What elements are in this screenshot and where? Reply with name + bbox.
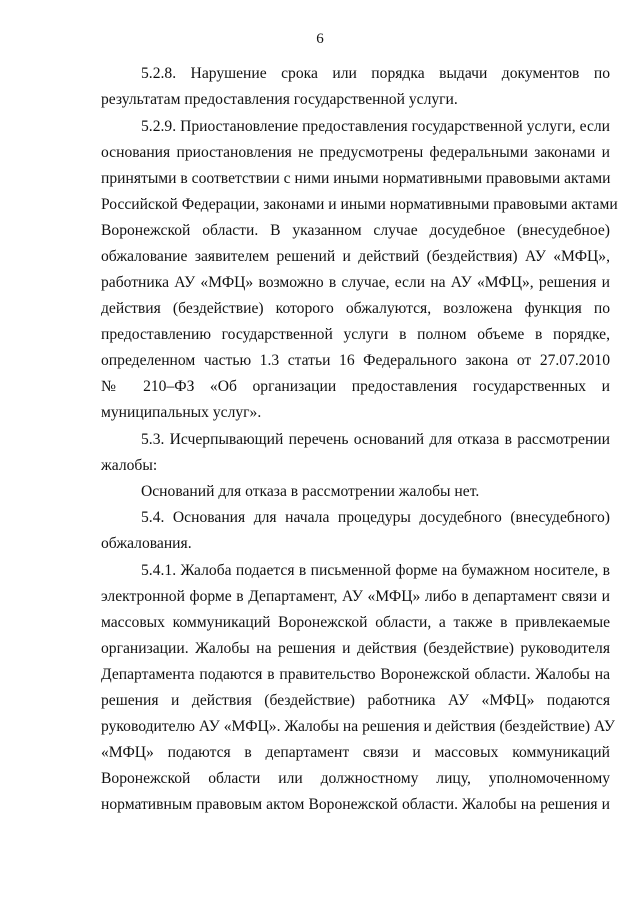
text-line: муниципальных услуг». bbox=[101, 404, 262, 421]
page-number: 6 bbox=[316, 31, 324, 47]
text-line: предоставлению государственной услуги в полном объеме в порядке, bbox=[101, 326, 610, 343]
text-line: № 210–ФЗ «Об организации предоставления государственных и bbox=[101, 378, 610, 395]
text-line: работника АУ «МФЦ» возможно в случае, если на АУ «МФЦ», решения и bbox=[101, 274, 610, 291]
text-line: нормативным правовым актом Воронежской области. Жалобы на решения и bbox=[101, 796, 610, 813]
text-line: жалобы: bbox=[101, 457, 158, 474]
text-line: результатам предоставления государственной услуги. bbox=[101, 91, 458, 108]
text-line: определенном частью 1.3 статьи 16 Федерального закона от 27.07.2010 bbox=[101, 352, 610, 369]
text-line: 5.4.1. Жалоба подается в письменной форме на бумажном носителе, в bbox=[141, 562, 610, 579]
text-line: 5.4. Основания для начала процедуры досудебного (внесудебного) bbox=[141, 509, 610, 526]
text-line: организации. Жалобы на решения и действия (бездействие) руководителя bbox=[101, 640, 610, 657]
text-line: Воронежской области или должностному лицу, уполномоченному bbox=[101, 770, 610, 787]
text-line: обжалования. bbox=[101, 535, 192, 552]
text-line: Воронежской области. В указанном случае досудебное (внесудебное) bbox=[101, 222, 610, 239]
text-line: 5.2.8. Нарушение срока или порядка выдачи документов по bbox=[141, 65, 610, 82]
text-line: обжалование заявителем решений и действий (бездействия) АУ «МФЦ», bbox=[101, 248, 610, 265]
text-line: 5.3. Исчерпывающий перечень оснований для отказа в рассмотрении bbox=[141, 431, 610, 448]
text-line: массовых коммуникаций Воронежской области, а также в привлекаемые bbox=[101, 614, 610, 631]
text-line: решения и действия (бездействие) работника АУ «МФЦ» подаются bbox=[101, 692, 610, 709]
text-line: 5.2.9. Приостановление предоставления государственной услуги, если bbox=[141, 118, 610, 135]
text-line: Российской Федерации, законами и иными нормативными правовыми актами bbox=[101, 196, 618, 213]
text-line: действия (бездействие) которого обжалуются, возложена функция по bbox=[101, 300, 610, 317]
text-line: Департамента подаются в правительство Воронежской области. Жалобы на bbox=[101, 666, 610, 683]
text-line: основания приостановления не предусмотрены федеральными законами и bbox=[101, 144, 610, 161]
text-line: принятыми в соответствии с ними иными нормативными правовыми актами bbox=[101, 170, 611, 187]
text-line: электронной форме в Департамент, АУ «МФЦ» либо в департамент связи и bbox=[101, 588, 610, 605]
text-line: руководителю АУ «МФЦ». Жалобы на решения и действия (бездействие) АУ bbox=[101, 718, 615, 735]
text-line: Оснований для отказа в рассмотрении жалобы нет. bbox=[141, 483, 480, 500]
text-line: «МФЦ» подаются в департамент связи и массовых коммуникаций bbox=[101, 744, 610, 761]
